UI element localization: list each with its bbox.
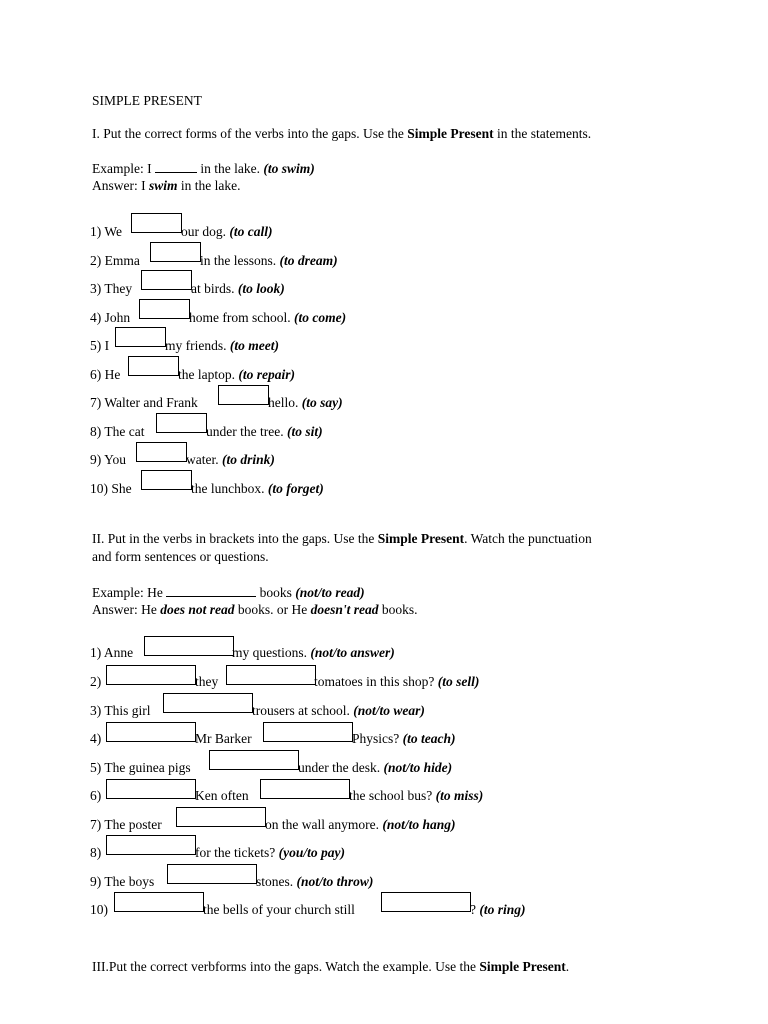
s2-item-8-rest: for the tickets? (you/to pay) — [195, 845, 345, 860]
s2-item-8-lead: 8) — [90, 845, 102, 860]
s1-item-5-lead: 5) I — [90, 338, 110, 353]
s1-item-10-rest: the lunchbox. (to forget) — [191, 481, 324, 496]
s2-item-1-gap[interactable] — [144, 636, 234, 656]
s2-item-7-gap[interactable] — [176, 807, 266, 827]
s1-item-4-rest: home from school. (to come) — [189, 310, 347, 325]
s2-item-2-gap-2[interactable] — [226, 665, 316, 685]
s2-item-6-lead: 6) — [90, 788, 102, 803]
s1-item-5-gap[interactable] — [115, 327, 166, 347]
s2-item-5-gap[interactable] — [209, 750, 299, 770]
s2-item-2-lead: 2) — [90, 674, 102, 689]
s1-item-10-gap[interactable] — [141, 470, 192, 490]
s1-item-1-rest: our dog. (to call) — [181, 224, 273, 239]
s1-item-4-lead: 4) John — [90, 310, 131, 325]
s1-item-3-lead: 3) They — [90, 281, 133, 296]
page-title: SIMPLE PRESENT — [92, 93, 202, 108]
s2-item-2-rest: tomatoes in this shop? (to sell) — [314, 674, 480, 689]
s2-item-2-gap-1[interactable] — [106, 665, 196, 685]
section-1-instruction: I. Put the correct forms of the verbs into the gaps. Use the Simple Present in the statements. — [92, 126, 592, 141]
s2-item-4-rest: Physics? (to teach) — [352, 731, 456, 746]
s1-item-10-lead: 10) She — [90, 481, 132, 496]
s2-item-6-gap-2[interactable] — [260, 779, 350, 799]
s1-item-8-gap[interactable] — [156, 413, 207, 433]
s2-item-5-rest: under the desk. (not/to hide) — [298, 760, 453, 775]
s1-item-9-rest: water. (to drink) — [186, 452, 275, 467]
section-2-instruction-line-2: and form sentences or questions. — [92, 549, 269, 564]
section-2-answer: Answer: He does not read books. or He doesn't read books. — [92, 602, 418, 617]
s2-item-5-lead: 5) The guinea pigs — [90, 760, 191, 775]
s2-item-8-gap[interactable] — [106, 835, 196, 855]
s2-item-3-lead: 3) This girl — [90, 703, 151, 718]
s1-item-9-gap[interactable] — [136, 442, 187, 462]
s2-item-4-gap-2[interactable] — [263, 722, 353, 742]
example-blank — [155, 160, 197, 173]
s1-item-1-gap[interactable] — [131, 213, 182, 233]
s1-item-7-gap[interactable] — [218, 385, 269, 405]
s1-item-6-rest: the laptop. (to repair) — [178, 367, 295, 382]
s2-item-6-mid: Ken often — [195, 788, 249, 803]
section-1-example: Example: I in the lake. (to swim) — [92, 161, 315, 176]
s2-item-4-mid: Mr Barker — [195, 731, 252, 746]
s1-item-2-lead: 2) Emma — [90, 253, 140, 268]
s1-item-8-lead: 8) The cat — [90, 424, 145, 439]
s1-item-3-gap[interactable] — [141, 270, 192, 290]
s2-item-10-mid: the bells of your church still — [203, 902, 355, 917]
s2-item-9-gap[interactable] — [167, 864, 257, 884]
s1-item-7-rest: hello. (to say) — [268, 395, 343, 410]
s1-item-3-rest: at birds. (to look) — [191, 281, 285, 296]
s2-item-3-gap[interactable] — [163, 693, 253, 713]
s2-item-6-rest: the school bus? (to miss) — [349, 788, 484, 803]
example-blank — [166, 584, 256, 597]
s1-item-6-lead: 6) He — [90, 367, 121, 382]
s2-item-10-lead: 10) — [90, 902, 108, 917]
s1-item-8-rest: under the tree. (to sit) — [206, 424, 323, 439]
s2-item-10-rest: ? (to ring) — [470, 902, 526, 917]
s1-item-4-gap[interactable] — [139, 299, 190, 319]
s2-item-1-rest: my questions. (not/to answer) — [232, 645, 395, 660]
s2-item-7-rest: on the wall anymore. (not/to hang) — [265, 817, 456, 832]
s2-item-4-gap-1[interactable] — [106, 722, 196, 742]
section-2-example: Example: He books (not/to read) — [92, 585, 365, 600]
section-1-answer: Answer: I swim in the lake. — [92, 178, 241, 193]
s1-item-9-lead: 9) You — [90, 452, 127, 467]
s2-item-9-lead: 9) The boys — [90, 874, 155, 889]
s2-item-6-gap-1[interactable] — [106, 779, 196, 799]
s2-item-2-mid: they — [195, 674, 219, 689]
s2-item-9-rest: stones. (not/to throw) — [256, 874, 374, 889]
section-2-instruction: II. Put in the verbs in brackets into the gaps. Use the Simple Present. Watch the punctuation — [92, 531, 592, 546]
s2-item-1-lead: 1) Anne — [90, 645, 134, 660]
s2-item-3-rest: trousers at school. (not/to wear) — [252, 703, 425, 718]
s1-item-6-gap[interactable] — [128, 356, 179, 376]
s1-item-2-gap[interactable] — [150, 242, 201, 262]
s1-item-2-rest: in the lessons. (to dream) — [200, 253, 338, 268]
s2-item-10-gap-2[interactable] — [381, 892, 471, 912]
section-3-instruction: III.Put the correct verbforms into the gaps. Watch the example. Use the Simple Present. — [92, 959, 570, 974]
s2-item-4-lead: 4) — [90, 731, 102, 746]
s2-item-10-gap-1[interactable] — [114, 892, 204, 912]
s1-item-1-lead: 1) We — [90, 224, 123, 239]
s1-item-7-lead: 7) Walter and Frank — [90, 395, 198, 410]
s2-item-7-lead: 7) The poster — [90, 817, 162, 832]
s1-item-5-rest: my friends. (to meet) — [165, 338, 279, 353]
